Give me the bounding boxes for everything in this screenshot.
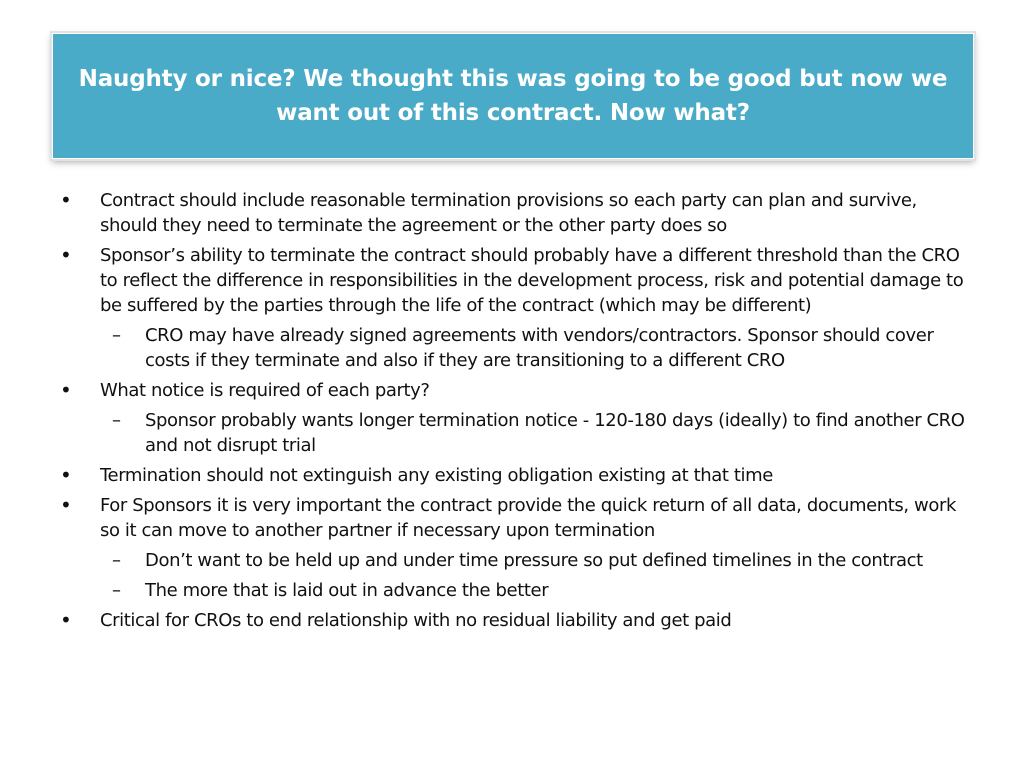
bullet-item	[60, 378, 965, 403]
bullet-text: What notice is required of each party?	[100, 380, 430, 401]
slide-title: Naughty or nice? We thought this was going to be good but now we want out of this contract. Now what?	[78, 66, 948, 126]
sub-bullet-item	[60, 323, 965, 373]
bullet-item	[60, 243, 965, 318]
sub-bullet-item	[60, 548, 965, 573]
bullet-text: Critical for CROs to end relationship with no residual liability and get paid	[100, 610, 732, 631]
bullet-text: Termination should not extinguish any existing obligation existing at that time	[100, 465, 773, 486]
sub-bullet-text: Don’t want to be held up and under time pressure so put defined timelines in the contract	[145, 550, 923, 571]
sub-bullet-marker: –	[112, 410, 121, 431]
bullet-marker: •	[60, 188, 72, 212]
sub-bullet-text: Sponsor probably wants longer termination notice - 120-180 days (ideally) to find another CRO and not disrupt trial	[145, 410, 965, 456]
sub-bullet-marker: –	[112, 550, 121, 571]
sub-bullet-marker: –	[112, 580, 121, 601]
bullet-marker: •	[60, 378, 72, 402]
bullet-marker: •	[60, 243, 72, 267]
bullet-item	[60, 608, 965, 633]
sub-bullet-text: CRO may have already signed agreements with vendors/contractors. Sponsor should cover costs if they terminate and also if they are transitioning to a different CRO	[145, 325, 934, 371]
sub-bullet-item	[60, 578, 965, 603]
bullet-marker: •	[60, 608, 72, 632]
bullet-list	[60, 188, 965, 638]
bullet-text: Contract should include reasonable termination provisions so each party can plan and survive, should they need to terminate the agreement or the other party does so	[100, 190, 917, 236]
bullet-text: Sponsor’s ability to terminate the contract should probably have a different threshold than the CRO to reflect the difference in responsibilities in the development process, risk and potential damage to be suffered by the parties through the life of the contract (which may be different)	[100, 245, 964, 316]
bullet-item	[60, 463, 965, 488]
bullet-marker: •	[60, 463, 72, 487]
sub-bullet-item	[60, 408, 965, 458]
title-banner	[52, 33, 974, 159]
sub-bullet-text: The more that is laid out in advance the better	[145, 580, 549, 601]
sub-bullet-marker: –	[112, 325, 121, 346]
bullet-marker: •	[60, 493, 72, 517]
bullet-item	[60, 493, 965, 543]
bullet-item	[60, 188, 965, 238]
bullet-text: For Sponsors it is very important the contract provide the quick return of all data, documents, work so it can move to another partner if necessary upon termination	[100, 495, 957, 541]
